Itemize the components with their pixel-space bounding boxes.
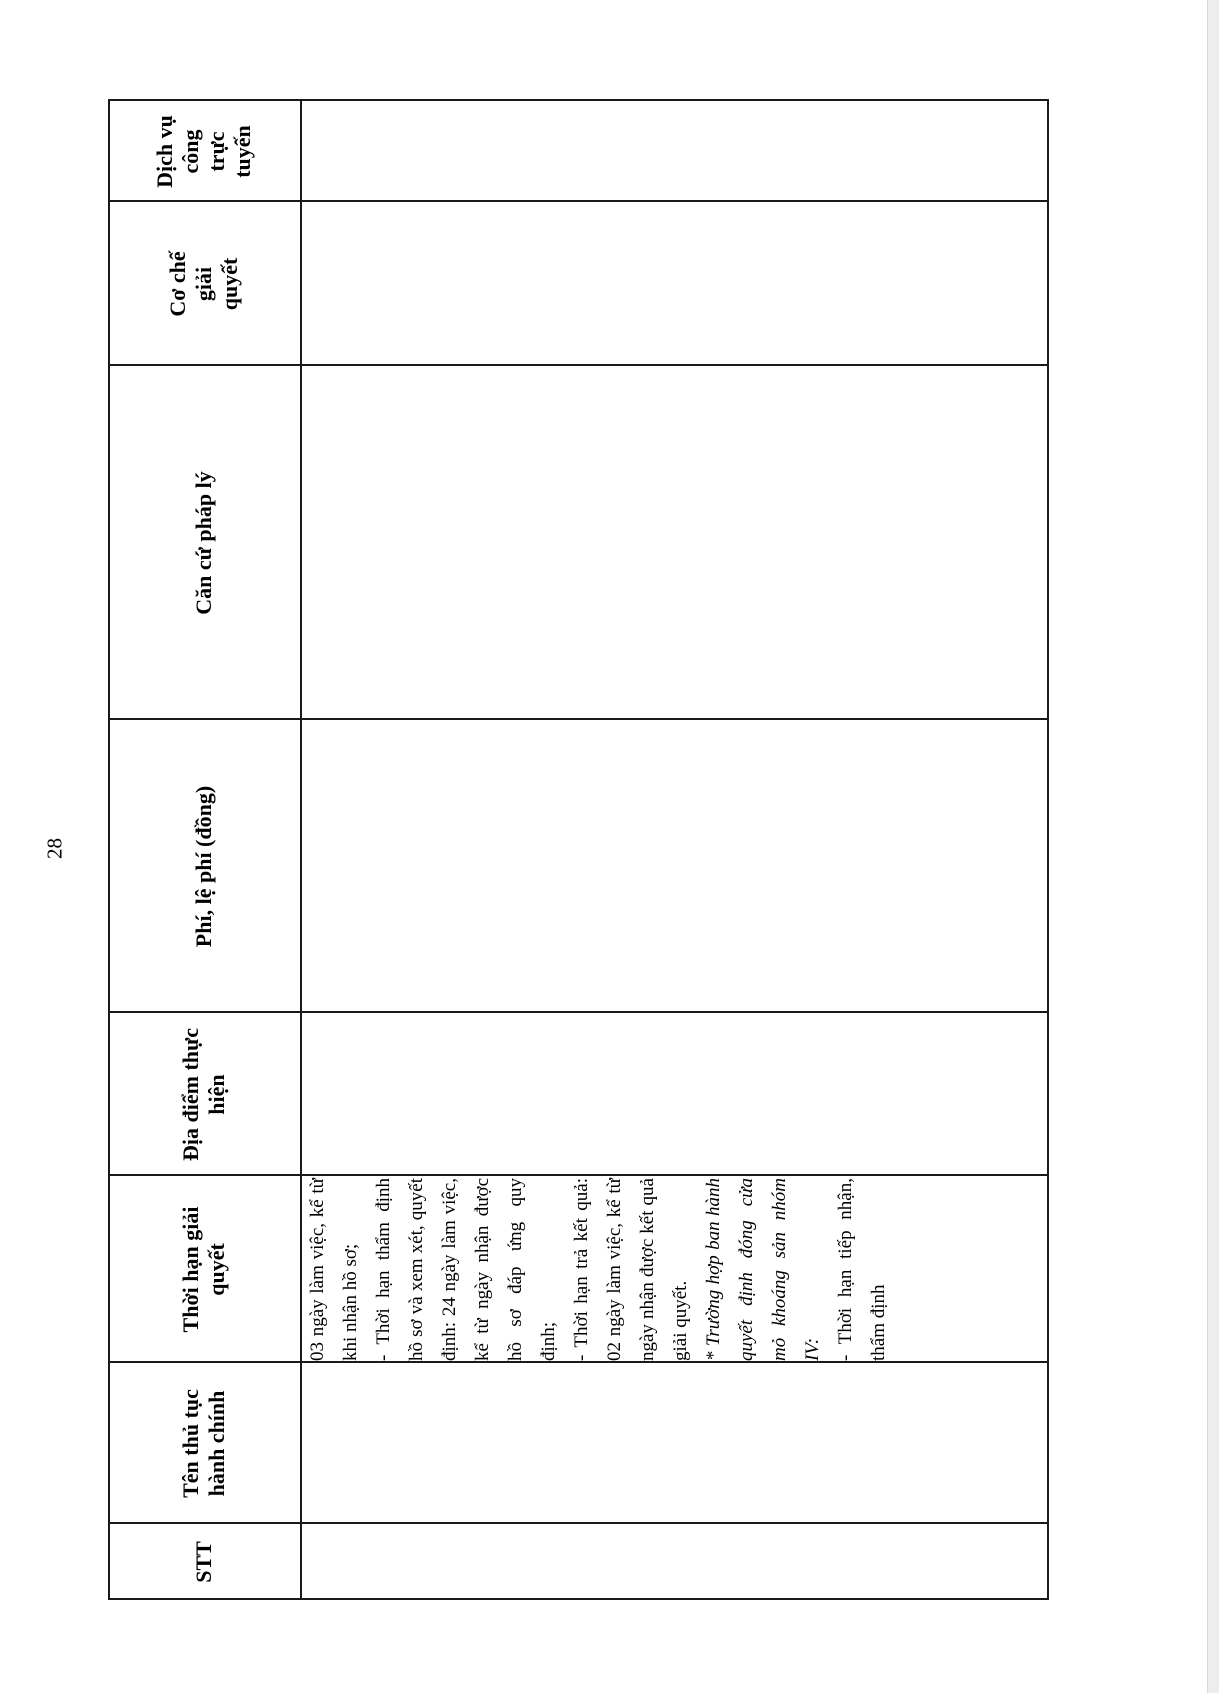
- col-ten-thu-tuc: [108, 1363, 1049, 1524]
- header-stt: STT: [191, 1541, 216, 1583]
- header-dia-diem: Địa điểm thực hiện: [178, 1028, 229, 1161]
- col-dia-diem: [108, 1013, 1049, 1176]
- page-number: 28: [42, 838, 67, 859]
- cell-ten-thu-tuc: [301, 1363, 1049, 1524]
- col-thoi-han: [108, 1176, 1049, 1363]
- cell-thoi-han: [301, 1176, 1049, 1363]
- col-can-cu: [108, 366, 1049, 720]
- thoi-han-line-5: - Thời hạn tiếp nhận, thẩm định: [835, 1178, 889, 1361]
- cell-co-che: [301, 202, 1049, 366]
- cell-can-cu: [301, 366, 1049, 720]
- col-dich-vu: [108, 101, 1049, 202]
- thoi-han-line-2: - Thời hạn thẩm định hồ sơ và xem xét, quyết định: 24 ngày làm việc, kể từ ngày nhận được hồ sơ đáp ứng quy định;: [373, 1178, 559, 1361]
- col-stt: [108, 1524, 1049, 1600]
- header-dich-vu: Dịch vụ công trực tuyến: [152, 115, 255, 188]
- header-ten-thu-tuc: Tên thủ tục hành chính: [178, 1389, 229, 1498]
- thoi-han-line-3: - Thời hạn trả kết quả: 02 ngày làm việc, kể từ ngày nhận được kết quả giải quyết.: [571, 1178, 691, 1361]
- cell-dich-vu: [301, 101, 1049, 202]
- cell-dia-diem: [301, 1013, 1049, 1176]
- header-co-che: Cơ chế giải quyết: [165, 251, 242, 317]
- header-thoi-han: Thời hạn giải quyết: [178, 1206, 229, 1333]
- col-co-che: [108, 202, 1049, 366]
- header-can-cu: Căn cứ pháp lý: [191, 471, 216, 615]
- thoi-han-line-1: 03 ngày làm việc, kể từ khi nhận hồ sơ;: [307, 1178, 361, 1361]
- thoi-han-line-4: * Trường hợp ban hành quyết định đóng cửa mỏ khoáng sản nhóm IV:: [703, 1178, 823, 1361]
- procedure-table: [108, 99, 1049, 1600]
- header-phi: Phí, lệ phí (đồng): [191, 785, 216, 948]
- col-phi: [108, 720, 1049, 1013]
- cell-stt: [301, 1524, 1049, 1600]
- scrollbar[interactable]: [1207, 0, 1219, 1693]
- cell-phi: [301, 720, 1049, 1013]
